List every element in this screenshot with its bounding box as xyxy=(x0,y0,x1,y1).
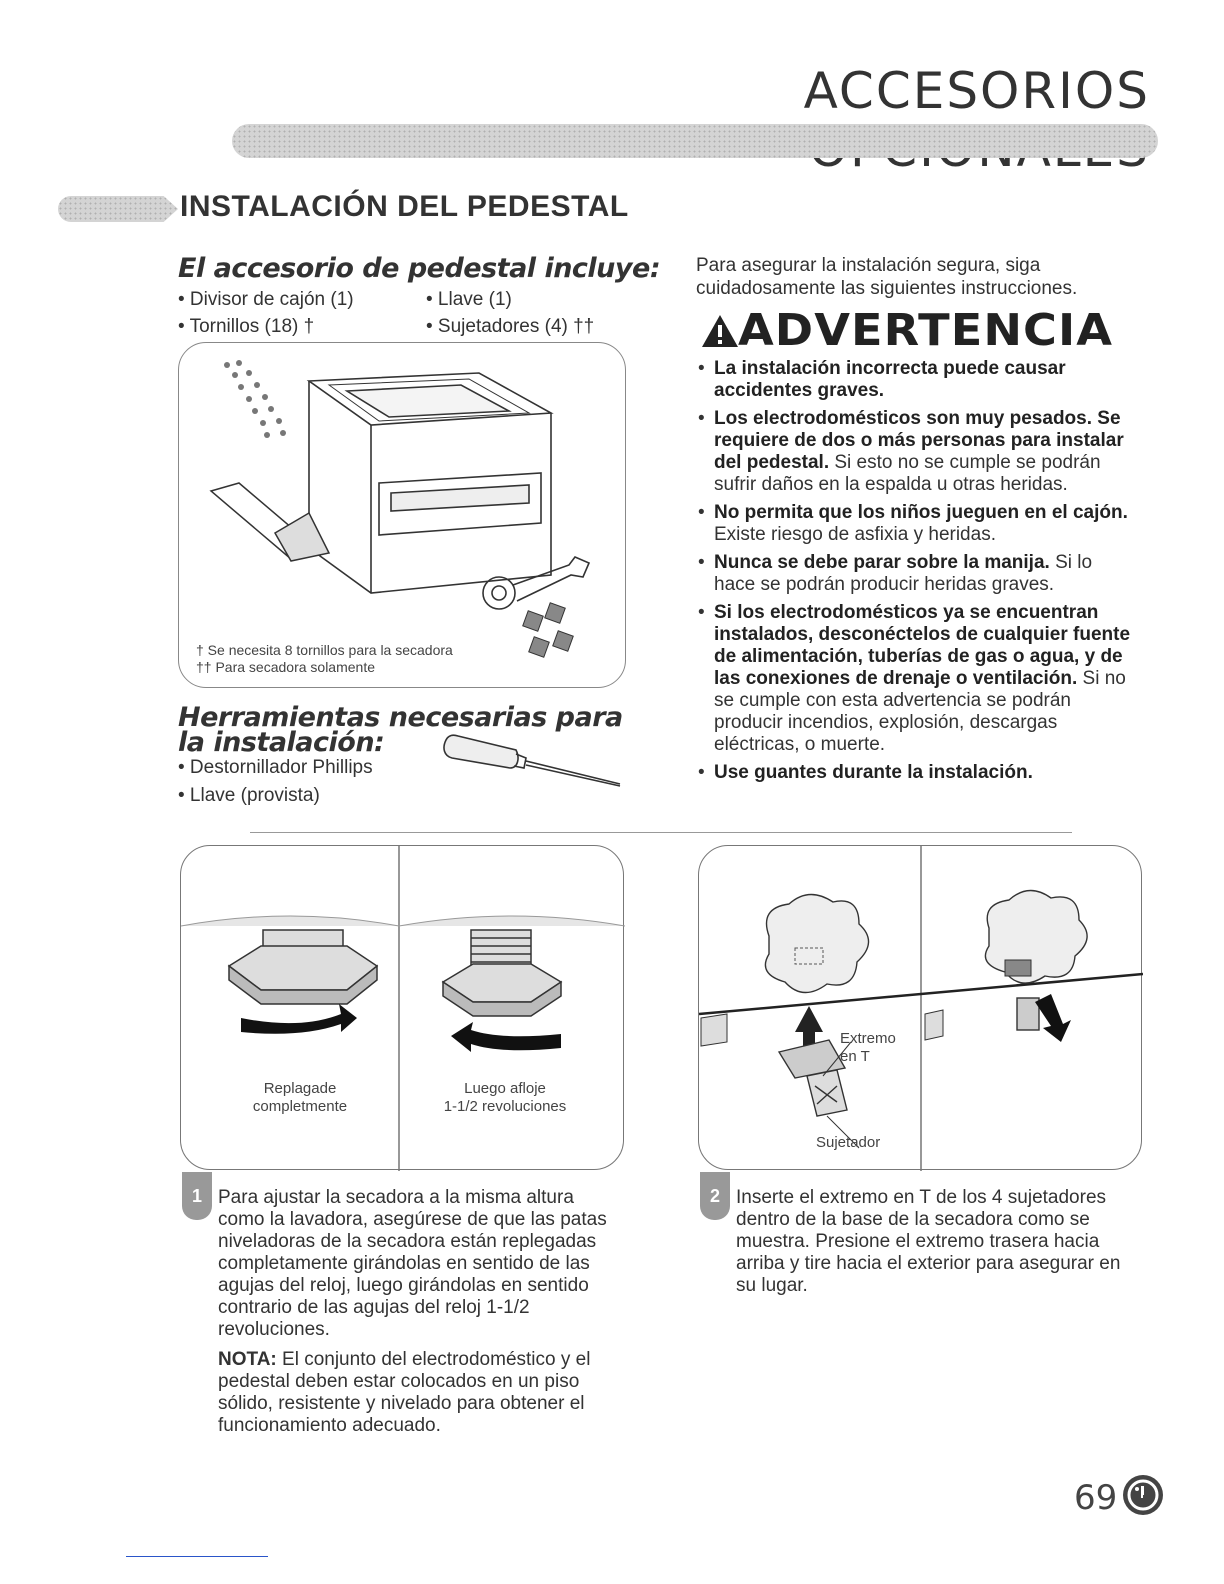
leveling-feet-drawing xyxy=(181,846,625,1171)
screws-icon xyxy=(224,360,286,438)
includes-item: • Tornillos (18) † xyxy=(178,316,315,337)
fastener-icon xyxy=(779,1040,847,1116)
fasteners-icon xyxy=(523,603,574,658)
includes-item: • Llave (1) xyxy=(426,289,512,310)
tools-item: • Destornillador Phillips xyxy=(178,757,373,778)
section-tab-decoration xyxy=(58,196,178,222)
warning-item: • Si los electrodomésticos ya se encuentran instalados, desconéctelos de cualquier fuente de alimentación, tuberías de gas o agua, y de las conexiones de drenaje o ventilación. Si no se cumple con esta advertencia se podrán producir incendios, explosión, descargas eléctricas, o muerte. xyxy=(696,602,1132,756)
tools-list xyxy=(178,754,373,810)
note-label: NOTA: xyxy=(218,1349,277,1370)
warning-title: ADVERTENCIA xyxy=(738,305,1114,356)
pedestal-kit-illustration xyxy=(178,342,626,688)
section-divider xyxy=(250,832,1072,833)
step1-note xyxy=(218,1349,618,1437)
wrench-icon xyxy=(483,557,589,609)
warning-list xyxy=(696,358,1132,790)
step1-illustration xyxy=(180,845,624,1170)
label-sujetador: Sujetador xyxy=(816,1134,881,1151)
note-text: El conjunto del electrodoméstico y el pedestal deben estar colocados en un piso sólido, resistente y nivelado para obtener el funcionamiento adecuado. xyxy=(218,1349,591,1436)
screwdriver-icon xyxy=(440,728,630,790)
tools-heading-line1: Herramientas necesarias para xyxy=(178,702,623,733)
tools-item: • Llave (provista) xyxy=(178,785,320,806)
title-decorative-bar xyxy=(232,124,1158,158)
includes-item: • Sujetadores (4) †† xyxy=(426,316,595,337)
bottom-link-line xyxy=(126,1556,268,1557)
leveling-foot-left-icon xyxy=(229,930,377,1004)
page-title: ACCESORIOS xyxy=(803,62,1150,120)
pedestal-kit-drawing xyxy=(179,343,627,689)
pull-arrow-icon xyxy=(1035,994,1071,1042)
step2-badge: 2 xyxy=(700,1172,730,1220)
caption-left-1: Replagade xyxy=(263,1080,337,1097)
warning-triangle-icon xyxy=(700,313,740,349)
includes-heading: El accesorio de pedestal incluye: xyxy=(178,253,661,284)
footnote-screws: † Se necesita 8 tornillos para la secadora xyxy=(196,642,453,658)
drawer-divider-icon xyxy=(211,483,329,561)
label-extremo-2: en T xyxy=(840,1048,870,1065)
caption-left-2: completmente xyxy=(252,1098,348,1115)
clockwise-arrow-icon xyxy=(241,1004,357,1034)
includes-item: • Divisor de cajón (1) xyxy=(178,289,354,310)
lg-logo-icon xyxy=(1122,1474,1164,1516)
step2-text: Inserte el extremo en T de los 4 sujetadores dentro de la base de la secadora como se muestra. Presione el extremo trasera hacia arriba y tire hacia el exterior para asegurar en su lugar. xyxy=(736,1187,1121,1296)
footnote-fasteners: †† Para secadora solamente xyxy=(196,659,375,675)
caption-right-2: 1-1/2 revoluciones xyxy=(443,1098,567,1115)
warning-item: • Use guantes durante la instalación. xyxy=(696,762,1132,784)
fastener-up-arrow-icon xyxy=(795,1006,823,1046)
includes-list xyxy=(178,286,618,340)
pedestal-drawer-icon xyxy=(309,373,551,593)
page-number: 69 xyxy=(1074,1478,1118,1518)
safety-intro: Para asegurar la instalación segura, siga cuidadosamente las siguientes instrucciones. xyxy=(696,255,1078,299)
section-title: INSTALACIÓN DEL PEDESTAL xyxy=(180,190,629,223)
step2-illustration xyxy=(698,845,1142,1170)
warning-item: • Nunca se debe parar sobre la manija. Si lo hace se podrán producir heridas graves. xyxy=(696,552,1132,596)
leveling-foot-right-icon xyxy=(443,930,561,1016)
step1-text: Para ajustar la secadora a la misma altura como la lavadora, asegúrese de que las patas niveladoras de la secadora están replegadas completamente girándolas en sentido de las agujas del reloj, luego girándolas en sentido contrario de las agujas del reloj 1-1/2 revoluciones. xyxy=(218,1187,607,1340)
warning-item: • No permita que los niños jueguen en el cajón. Existe riesgo de asfixia y heridas. xyxy=(696,502,1132,546)
step1-badge: 1 xyxy=(182,1172,212,1220)
fastener-insertion-drawing xyxy=(699,846,1143,1171)
warning-item: • Los electrodomésticos son muy pesados. Se requiere de dos o más personas para instalar del pedestal. Si esto no se cumple se podrán sufrir daños en la espalda u otras heridas. xyxy=(696,408,1132,496)
counterclockwise-arrow-icon xyxy=(451,1022,561,1052)
label-extremo-1: Extremo xyxy=(840,1030,896,1047)
warning-item: • La instalación incorrecta puede causar accidentes graves. xyxy=(696,358,1132,402)
caption-right-1: Luego afloje xyxy=(464,1080,546,1097)
tools-heading-line2: la instalación: xyxy=(178,727,385,758)
